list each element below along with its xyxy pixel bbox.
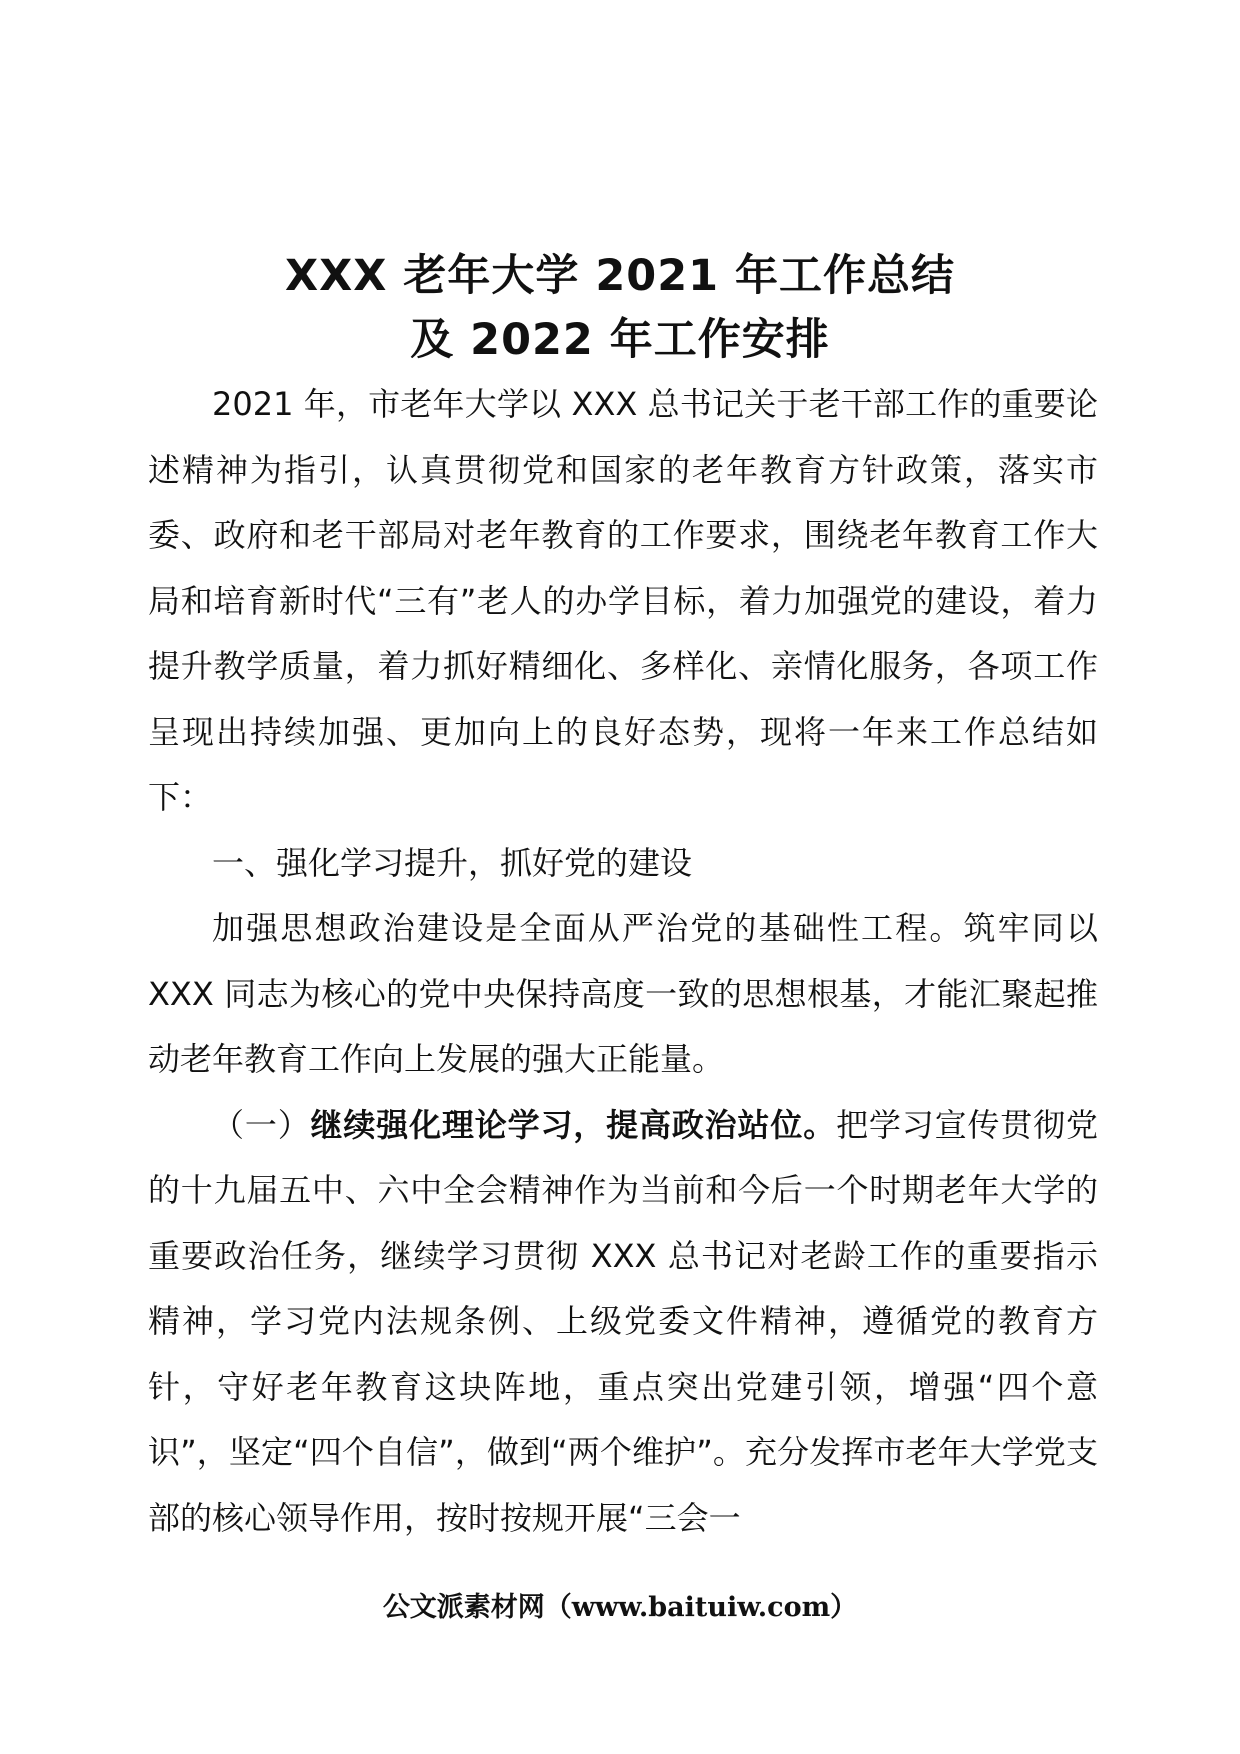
intro-paragraph: 2021 年，市老年大学以 XXX 总书记关于老干部工作的重要论述精神为指引，认真贯彻党和国家的老年教育方针政策，落实市委、政府和老干部局对老年教育的工作要求，围绕老年教育工作大局和培育新时代“三有”老人的办学目标，着力加强党的建设，着力提升教学质量，着力抓好精细化、多样化、亲情化服务，各项工作呈现出持续加强、更加向上的良好态势，现将一年来工作总结如下： <box>148 385 1098 816</box>
document-title-line2: 及 2022 年工作安排 <box>410 315 830 365</box>
item1-text: 把学习宣传贯彻党的十九届五中、六中全会精神作为当前和今后一个时期老年大学的重要政治任务，继续学习贯彻 XXX 总书记对老龄工作的重要指示精神，学习党内法规条例、上级党委文件精神，遵循党的教育方针，守好老年教育这块阵地，重点突出党建引领，增强“四个意识”，坚定“四个自信”，做到“两个维护”。充分发挥市老年大学党支部的核心领导作用，按时按规开展“三会一 <box>148 1105 1098 1537</box>
item1-bold-heading: 继续强化理论学习，提高政治站位。 <box>310 1105 837 1144</box>
section-heading-1: 一、强化学习提升，抓好党的建设 <box>212 843 693 882</box>
section1-paragraph: 加强思想政治建设是全面从严治党的基础性工程。筑牢同以 XXX 同志为核心的党中央保持高度一致的思想根基，才能汇聚起推动老年教育工作向上发展的强大正能量。 <box>148 909 1098 1078</box>
footer-watermark: 公文派素材网（www.baituiw.com） <box>382 1592 858 1623</box>
document-body <box>148 372 1098 1551</box>
item1-paragraph <box>148 1093 1098 1552</box>
document-title-line1: XXX 老年大学 2021 年工作总结 <box>284 251 956 301</box>
item1-number: （一） <box>212 1105 311 1144</box>
